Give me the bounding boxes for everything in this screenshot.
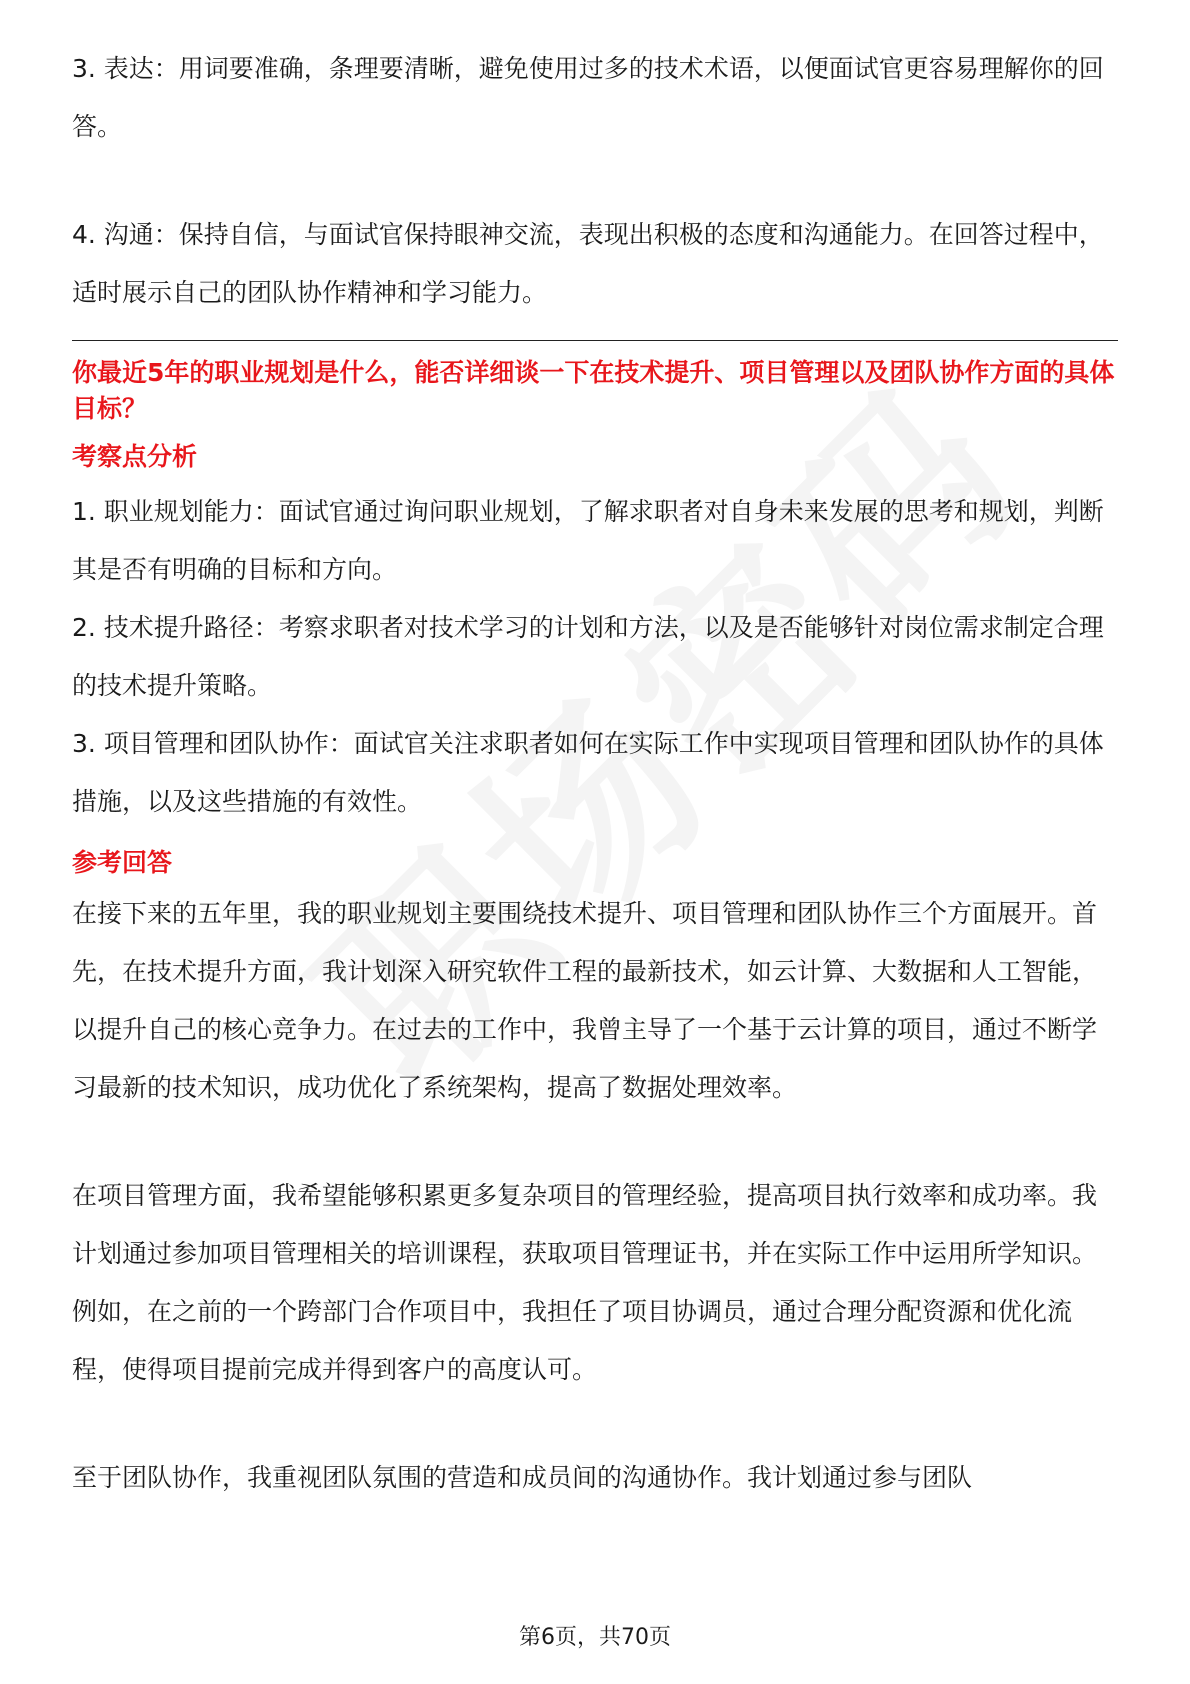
spacer bbox=[72, 156, 1118, 206]
spacer bbox=[72, 1117, 1118, 1167]
answer-paragraph: 在项目管理方面，我希望能够积累更多复杂项目的管理经验，提高项目执行效率和成功率。我计划通过参加项目管理相关的培训课程，获取项目管理证书，并在实际工作中运用所学知识。例如，在之前的一个跨部门合作项目中，我担任了项目协调员，通过合理分配资源和优化流程，使得项目提前完成并得到客户的高度认可。 bbox=[72, 1181, 1098, 1384]
page-number: 第6页，共70页 bbox=[519, 1625, 671, 1650]
answer-heading: 参考回答 bbox=[72, 848, 173, 877]
intro-item-4: 4. 沟通：保持自信，与面试官保持眼神交流，表现出积极的态度和沟通能力。在回答过程中，适时展示自己的团队协作精神和学习能力。 bbox=[72, 220, 1104, 307]
analysis-item: 3. 项目管理和团队协作：面试官关注求职者如何在实际工作中实现项目管理和团队协作的具体措施，以及这些措施的有效性。 bbox=[72, 729, 1104, 816]
analysis-heading: 考察点分析 bbox=[72, 442, 198, 471]
spacer bbox=[72, 1399, 1118, 1449]
intro-item-3: 3. 表达：用词要准确，条理要清晰，避免使用过多的技术术语，以便面试官更容易理解你的回答。 bbox=[72, 54, 1104, 141]
page-content bbox=[72, 40, 1118, 1507]
answer-paragraph: 在接下来的五年里，我的职业规划主要围绕技术提升、项目管理和团队协作三个方面展开。首先，在技术提升方面，我计划深入研究软件工程的最新技术，如云计算、大数据和人工智能，以提升自己的核心竞争力。在过去的工作中，我曾主导了一个基于云计算的项目，通过不断学习最新的技术知识，成功优化了系统架构，提高了数据处理效率。 bbox=[72, 899, 1098, 1102]
question-heading: 你最近5年的职业规划是什么，能否详细谈一下在技术提升、项目管理以及团队协作方面的具体目标？ bbox=[72, 358, 1115, 423]
analysis-item: 2. 技术提升路径：考察求职者对技术学习的计划和方法，以及是否能够针对岗位需求制定合理的技术提升策略。 bbox=[72, 613, 1104, 700]
analysis-item: 1. 职业规划能力：面试官通过询问职业规划，了解求职者对自身未来发展的思考和规划，判断其是否有明确的目标和方向。 bbox=[72, 497, 1104, 584]
section-divider bbox=[72, 340, 1118, 341]
answer-paragraph: 至于团队协作，我重视团队氛围的营造和成员间的沟通协作。我计划通过参与团队 bbox=[72, 1463, 973, 1492]
